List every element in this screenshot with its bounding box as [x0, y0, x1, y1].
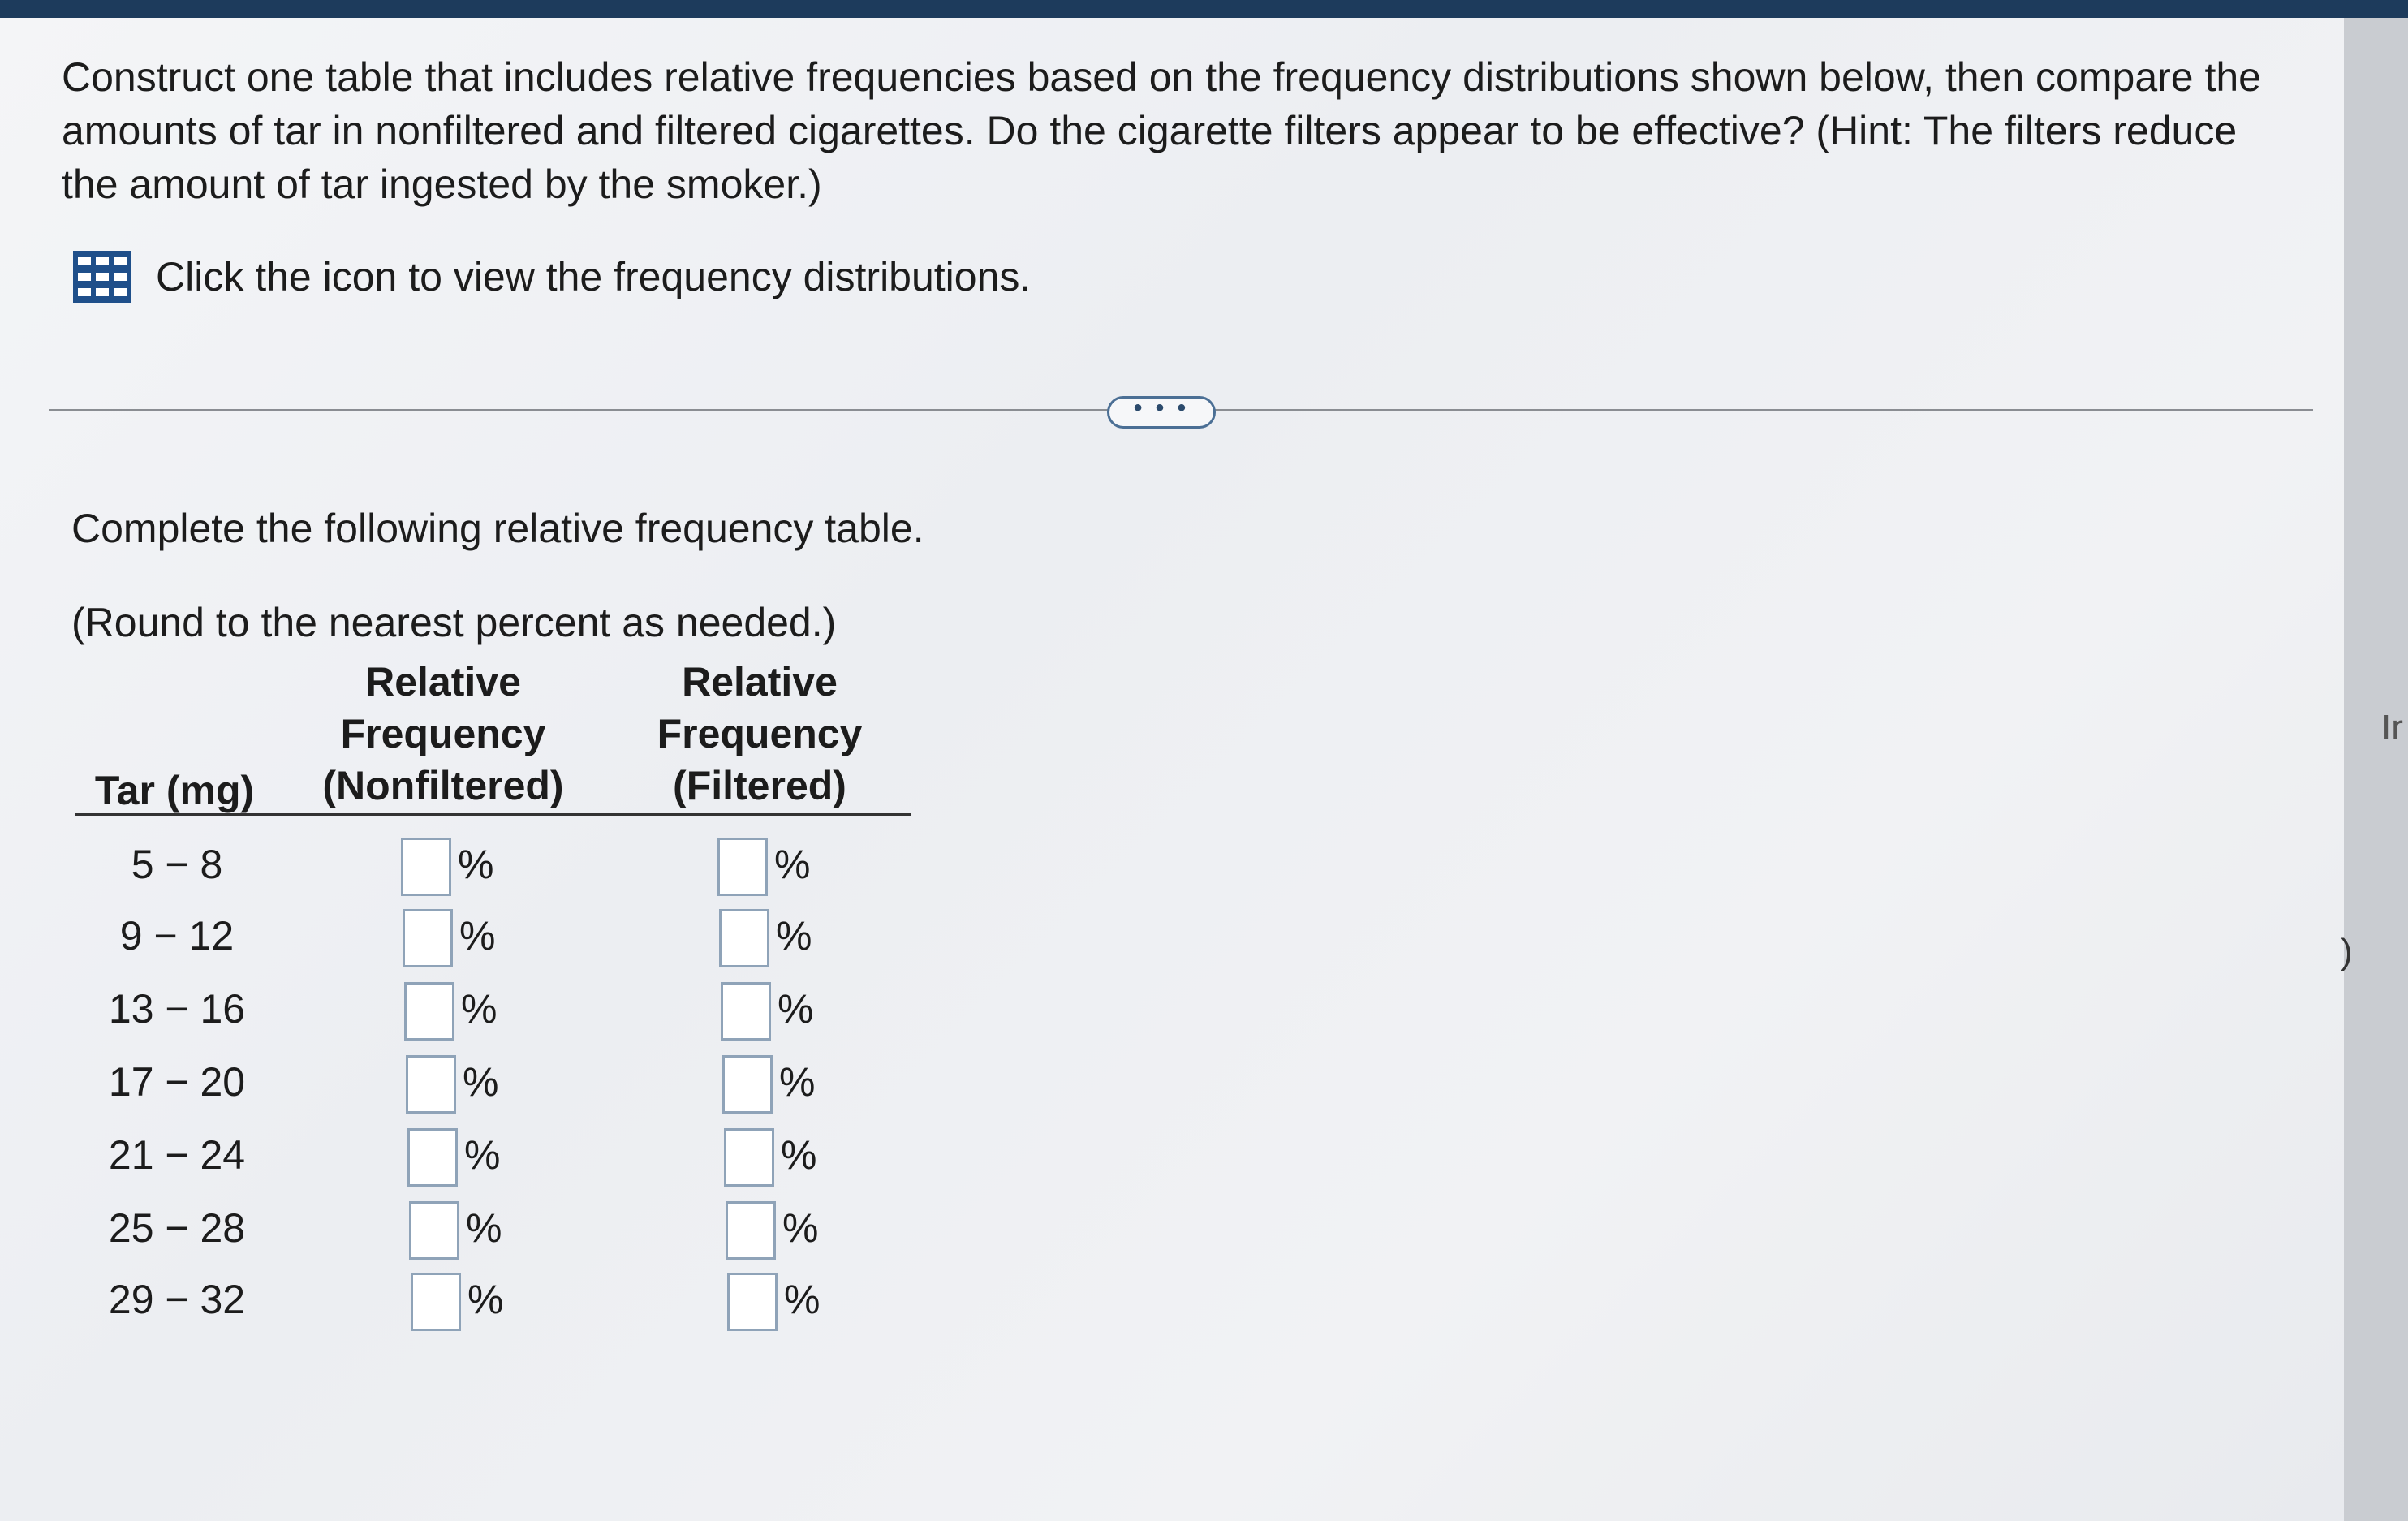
header-filtered	[638, 656, 881, 812]
table-header-rule	[75, 813, 911, 816]
filtered-percent-sign: %	[776, 913, 812, 959]
header-nonfiltered	[305, 656, 581, 812]
rounding-note: (Round to the nearest percent as needed.)	[71, 600, 837, 645]
nonfiltered-answer-input[interactable]	[406, 1055, 456, 1114]
filtered-answer-input[interactable]	[726, 1201, 776, 1260]
view-distributions-link[interactable]	[73, 250, 1031, 304]
nonfiltered-percent-sign: %	[459, 913, 496, 959]
more-dots-label: • • •	[1133, 394, 1190, 421]
header-nonfiltered-line2: Frequency	[340, 711, 546, 756]
view-distributions-label[interactable]: Click the icon to view the frequency distributions.	[156, 254, 1032, 299]
header-nonfiltered-line1: Relative	[365, 659, 521, 704]
nonfiltered-percent-sign: %	[463, 1059, 499, 1105]
expand-more-button[interactable]	[1107, 396, 1216, 429]
nonfiltered-percent-sign: %	[467, 1277, 504, 1322]
gutter-cutoff-text: Ir	[2381, 708, 2403, 748]
gutter-cutoff-paren: )	[2341, 932, 2353, 972]
header-tar: Tar (mg)	[94, 768, 255, 813]
filtered-percent-sign: %	[781, 1132, 817, 1178]
header-filtered-line1: Relative	[682, 659, 838, 704]
filtered-answer-input[interactable]	[727, 1273, 778, 1331]
right-gutter	[2344, 18, 2408, 1521]
nonfiltered-percent-sign: %	[464, 1132, 501, 1178]
header-filtered-line2: Frequency	[657, 711, 863, 756]
instruction-text: Complete the following relative frequency table.	[71, 506, 924, 551]
top-bar	[0, 0, 2408, 18]
filtered-percent-sign: %	[779, 1059, 816, 1105]
tar-range-label: 25 − 28	[108, 1205, 246, 1251]
nonfiltered-answer-input[interactable]	[401, 838, 451, 896]
tar-range-label: 13 − 16	[108, 986, 246, 1032]
nonfiltered-percent-sign: %	[458, 842, 494, 887]
filtered-answer-input[interactable]	[724, 1128, 774, 1187]
table-grid-icon[interactable]	[73, 251, 131, 303]
tar-range-label: 9 − 12	[119, 913, 235, 959]
header-nonfiltered-line3: (Nonfiltered)	[322, 763, 564, 808]
filtered-percent-sign: %	[784, 1277, 821, 1322]
tar-range-label: 17 − 20	[108, 1059, 246, 1105]
filtered-percent-sign: %	[778, 986, 814, 1032]
tar-range-label: 5 − 8	[131, 842, 223, 887]
tar-range-label: 21 − 24	[108, 1132, 246, 1178]
tar-range-label: 29 − 32	[108, 1277, 246, 1322]
filtered-answer-input[interactable]	[721, 982, 771, 1041]
filtered-percent-sign: %	[774, 842, 811, 887]
filtered-answer-input[interactable]	[717, 838, 768, 896]
header-filtered-line3: (Filtered)	[673, 763, 846, 808]
question-text: Construct one table that includes relative frequencies based on the frequency distributions shown below, then compare the amounts of tar in nonfiltered and filtered cigarettes. Do the cigarette filters appear to be effective? (Hint: The filters reduce the amount of tar ingested by the smoker.)	[62, 54, 2261, 207]
nonfiltered-answer-input[interactable]	[403, 909, 453, 967]
nonfiltered-percent-sign: %	[466, 1205, 502, 1251]
filtered-answer-input[interactable]	[719, 909, 769, 967]
nonfiltered-answer-input[interactable]	[407, 1128, 458, 1187]
filtered-answer-input[interactable]	[722, 1055, 773, 1114]
nonfiltered-answer-input[interactable]	[411, 1273, 461, 1331]
nonfiltered-answer-input[interactable]	[404, 982, 454, 1041]
filtered-percent-sign: %	[782, 1205, 819, 1251]
nonfiltered-percent-sign: %	[461, 986, 498, 1032]
nonfiltered-answer-input[interactable]	[409, 1201, 459, 1260]
